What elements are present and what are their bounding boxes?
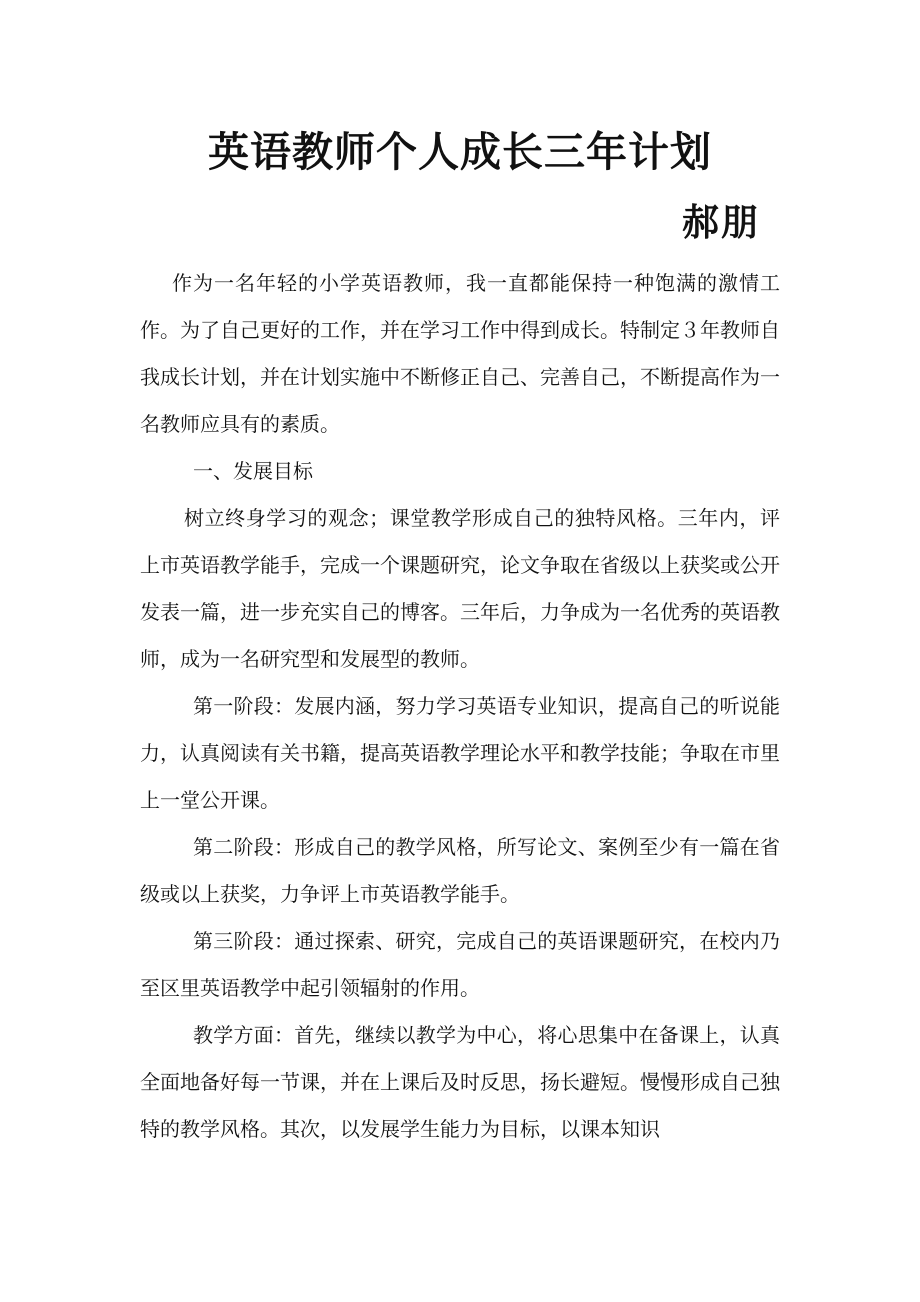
stage-two-paragraph: 第二阶段：形成自己的教学风格，所写论文、案例至少有一篇在省级或以上获奖，力争评上市英语教学能手。: [140, 835, 780, 906]
author-name: 郝朋: [682, 200, 760, 244]
document-body: [140, 260, 780, 1153]
teaching-paragraph: 教学方面：首先，继续以教学为中心，将心思集中在备课上，认真全面地备好每一节课，并在上课后及时反思，扬长避短。慢慢形成自己独特的教学风格。其次，以发展学生能力为目标，以课本知识: [140, 1023, 780, 1141]
goals-paragraph: 树立终身学习的观念；课堂教学形成自己的独特风格。三年内，评上市英语教学能手，完成一个课题研究，论文争取在省级以上获奖或公开发表一篇，进一步充实自己的博客。三年后，力争成为一名优秀的英语教师，成为一名研究型和发展型的教师。: [140, 506, 780, 671]
document-title: 英语教师个人成长三年计划: [208, 128, 712, 176]
intro-paragraph: 作为一名年轻的小学英语教师，我一直都能保持一种饱满的激情工作。为了自己更好的工作，并在学习工作中得到成长。特制定３年教师自我成长计划，并在计划实施中不断修正自己、完善自己，不断提高作为一名教师应具有的素质。: [140, 271, 780, 436]
stage-three-paragraph: 第三阶段：通过探索、研究，完成自己的英语课题研究，在校内乃至区里英语教学中起引领辐射的作用。: [140, 929, 780, 1000]
stage-one-paragraph: 第一阶段：发展内涵，努力学习英语专业知识，提高自己的听说能力，认真阅读有关书籍，提高英语教学理论水平和教学技能；争取在市里上一堂公开课。: [140, 694, 780, 812]
section-heading-goals: 一、发展目标: [193, 459, 313, 483]
